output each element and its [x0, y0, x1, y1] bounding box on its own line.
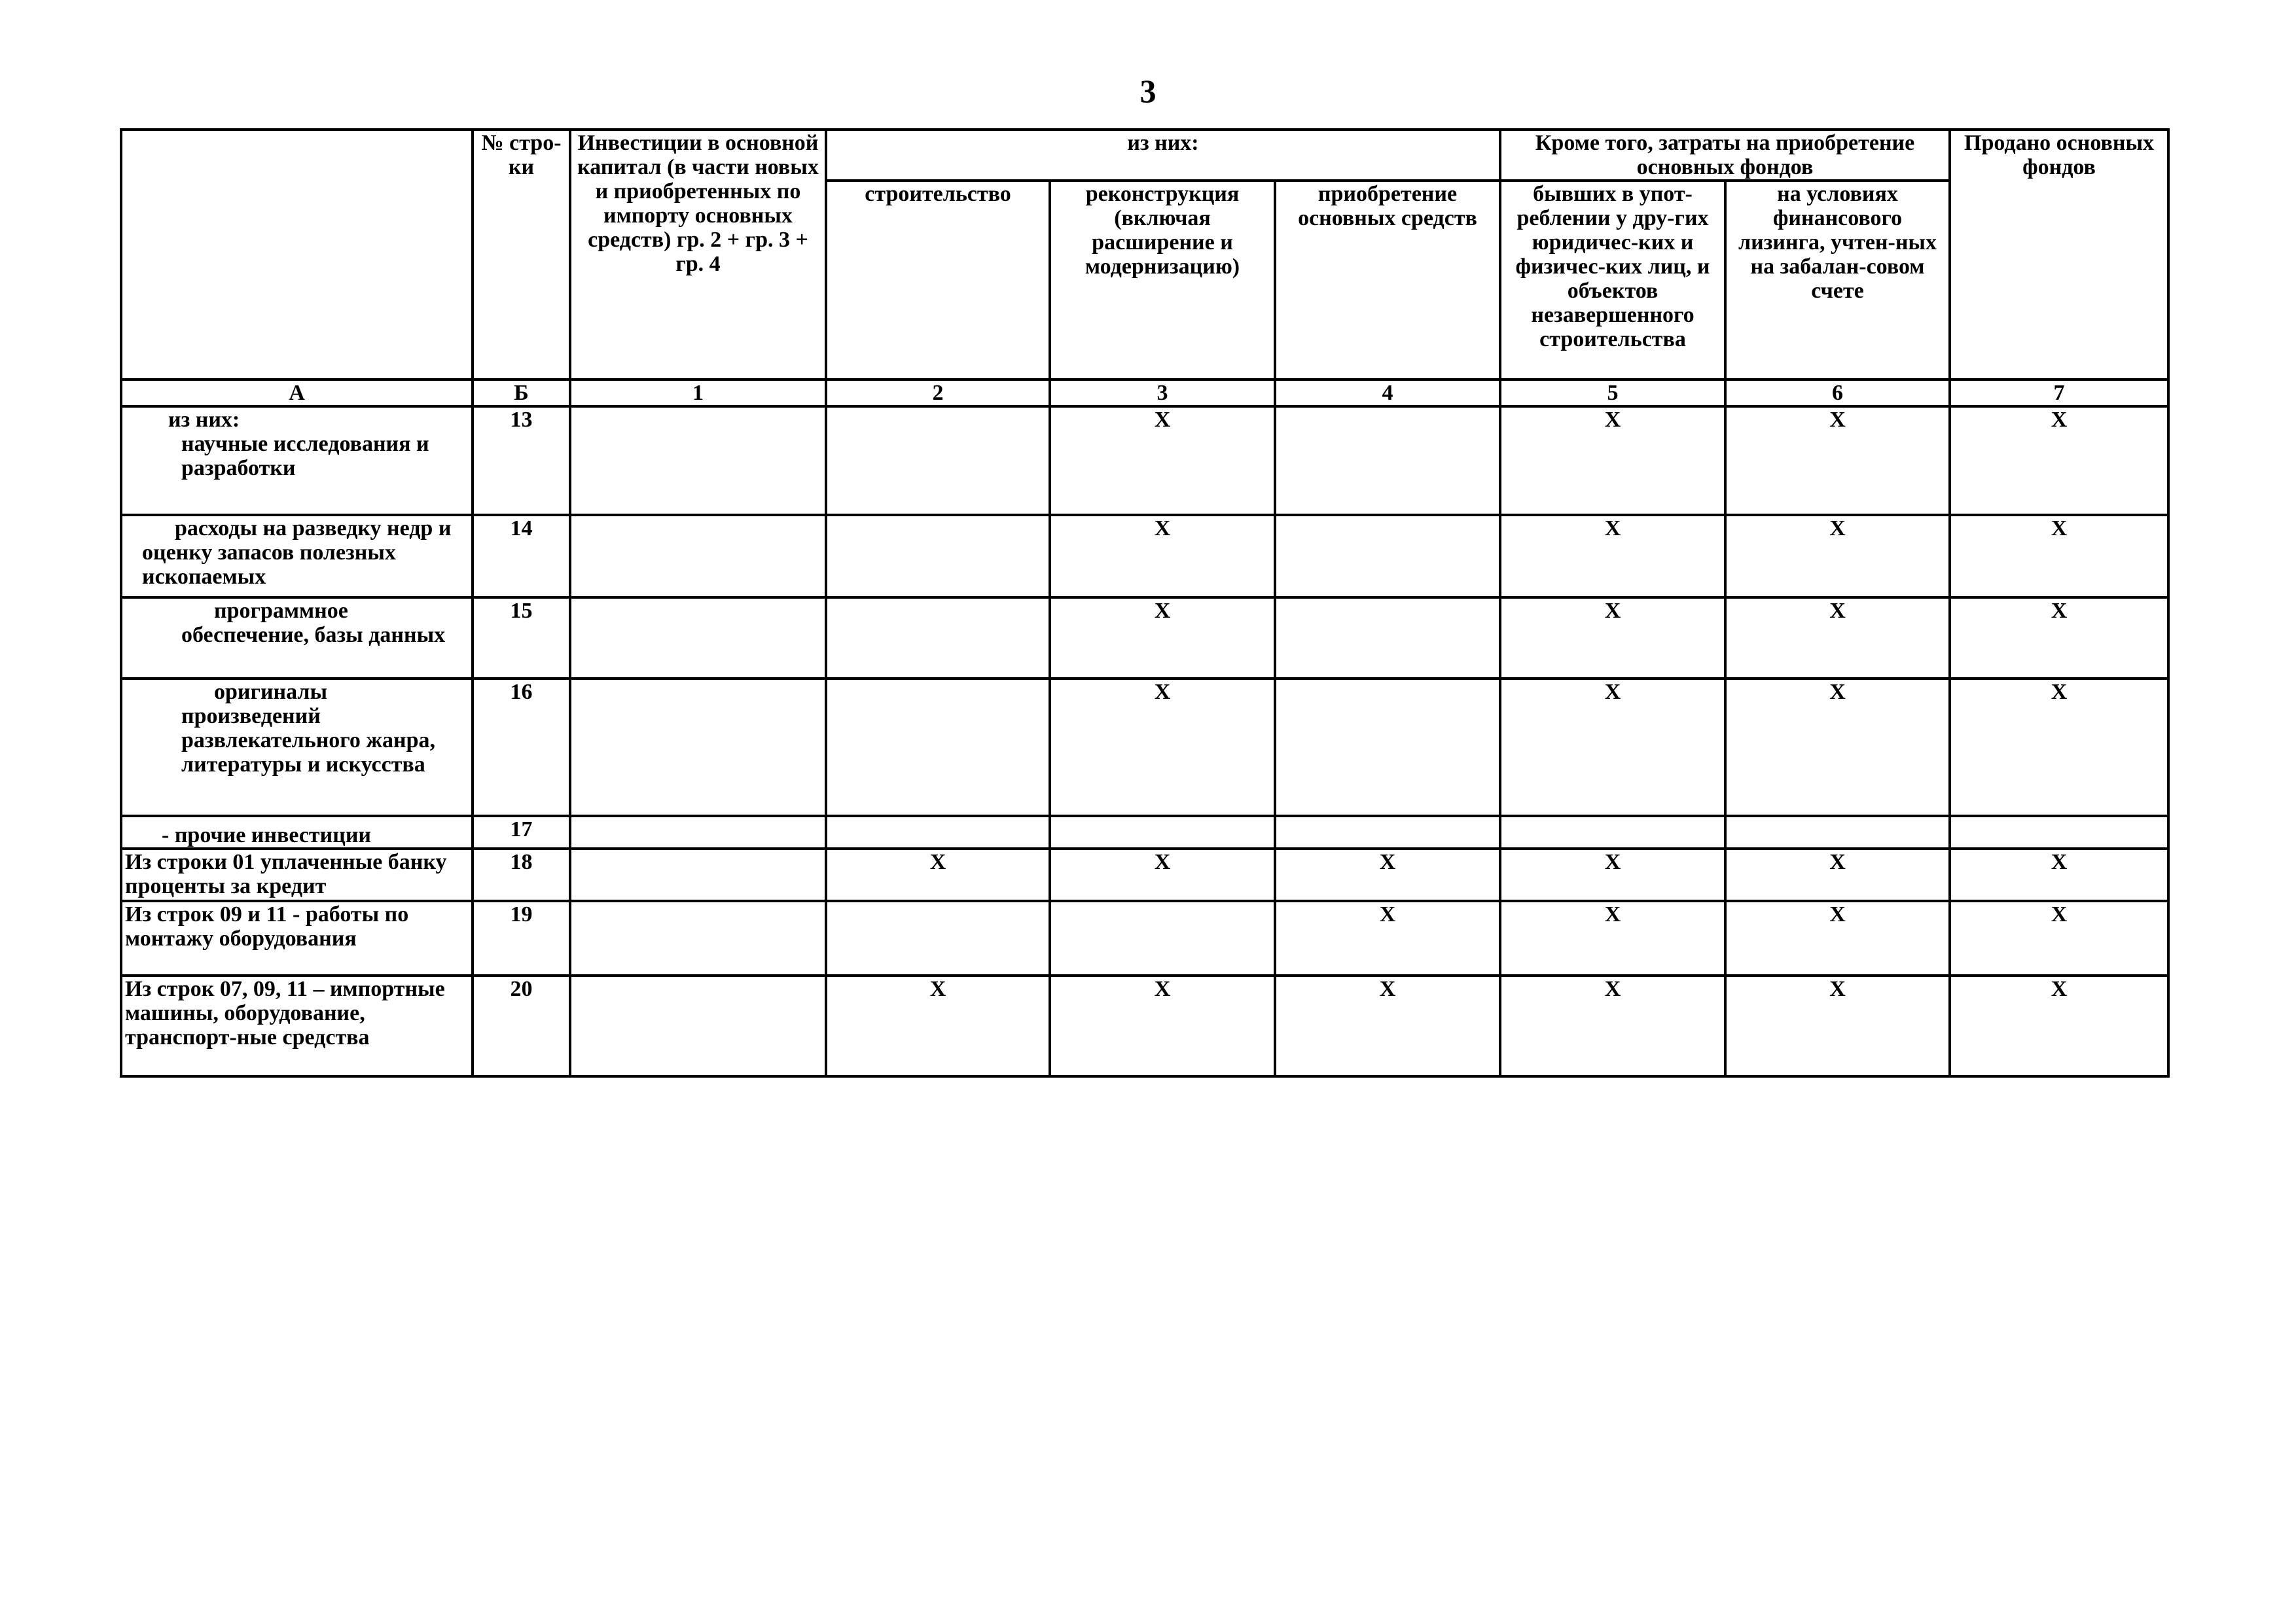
table-row	[121, 849, 2168, 901]
cell-col-2	[826, 515, 1050, 597]
cell-col-6: X	[1725, 679, 1950, 816]
cell-col-1	[570, 849, 826, 901]
cell-col-5: X	[1500, 515, 1725, 597]
row-label-prefix: из них:	[168, 408, 240, 432]
row-label-text: расходы на разведку недр и оценку запасов полезных ископаемых	[142, 516, 452, 589]
cell-col-2: X	[826, 976, 1050, 1076]
header-leasing: на условиях финансового лизинга, учтен-ных на забалан-совом счете	[1725, 181, 1950, 380]
cell-col-7: X	[1950, 849, 2168, 901]
row-number: 14	[473, 515, 570, 597]
cell-col-3: X	[1050, 406, 1275, 515]
header-acquisition: приобретение основных средств	[1275, 181, 1500, 380]
cell-col-6: X	[1725, 406, 1950, 515]
col-number: 5	[1500, 380, 1725, 406]
table-row	[121, 515, 2168, 597]
table-row	[121, 406, 2168, 515]
cell-col-4	[1275, 515, 1500, 597]
col-number: 3	[1050, 380, 1275, 406]
table-row	[121, 597, 2168, 679]
cell-col-5: X	[1500, 679, 1725, 816]
page-number: 3	[1139, 73, 1157, 109]
row-label	[121, 679, 473, 816]
header-besides: Кроме того, затраты на приобретение основных фондов	[1500, 130, 1950, 181]
col-number: 2	[826, 380, 1050, 406]
cell-col-5: X	[1500, 406, 1725, 515]
cell-col-4: X	[1275, 976, 1500, 1076]
cell-col-2	[826, 901, 1050, 976]
cell-col-2	[826, 597, 1050, 679]
cell-col-2	[826, 406, 1050, 515]
cell-col-7: X	[1950, 901, 2168, 976]
cell-col-5: X	[1500, 976, 1725, 1076]
investment-form-table	[120, 128, 2170, 1078]
row-number: 19	[473, 901, 570, 976]
header-construction: строительство	[826, 181, 1050, 380]
row-number: 18	[473, 849, 570, 901]
row-label	[121, 597, 473, 679]
cell-col-2	[826, 816, 1050, 849]
cell-col-7: X	[1950, 406, 2168, 515]
header-sold: Продано основных фондов	[1950, 130, 2168, 380]
table-row	[121, 901, 2168, 976]
cell-col-3: X	[1050, 597, 1275, 679]
cell-col-3: X	[1050, 849, 1275, 901]
table-row	[121, 976, 2168, 1076]
cell-col-3	[1050, 901, 1275, 976]
row-label: Из строки 01 уплаченные банку проценты за кредит	[121, 849, 473, 901]
cell-col-1	[570, 901, 826, 976]
row-number: 13	[473, 406, 570, 515]
cell-col-3: X	[1050, 515, 1275, 597]
cell-col-6: X	[1725, 976, 1950, 1076]
cell-col-4: X	[1275, 849, 1500, 901]
cell-col-7: X	[1950, 679, 2168, 816]
cell-col-2: X	[826, 849, 1050, 901]
row-number: 16	[473, 679, 570, 816]
cell-col-6	[1725, 816, 1950, 849]
header-used: бывших в упот-реблении у дру-гих юридичес-ких и физичес-ких лиц, и объектов незавершенного строительства	[1500, 181, 1725, 380]
header-of-them: из них:	[826, 130, 1500, 181]
table-row	[121, 816, 2168, 849]
cell-col-5: X	[1500, 597, 1725, 679]
cell-col-5: X	[1500, 849, 1725, 901]
row-label: Из строк 07, 09, 11 – импортные машины, оборудование, транспорт-ные средства	[121, 976, 473, 1076]
col-number: Б	[473, 380, 570, 406]
table-row	[121, 679, 2168, 816]
cell-col-6: X	[1725, 849, 1950, 901]
cell-col-4: X	[1275, 901, 1500, 976]
cell-col-7	[1950, 816, 2168, 849]
col-number: 7	[1950, 380, 2168, 406]
row-number: 15	[473, 597, 570, 679]
cell-col-4	[1275, 406, 1500, 515]
cell-col-1	[570, 976, 826, 1076]
col-number: 1	[570, 380, 826, 406]
header-reconstruction: реконструкция (включая расширение и модернизацию)	[1050, 181, 1275, 380]
row-label-text: научные исследования и разработки	[181, 432, 429, 480]
header-investments: Инвестиции в основной капитал (в части новых и приобретенных по импорту основных средств) гр. 2 + гр. 3 + гр. 4	[570, 130, 826, 380]
row-number: 20	[473, 976, 570, 1076]
row-label: - прочие инвестиции	[121, 816, 473, 849]
cell-col-7: X	[1950, 597, 2168, 679]
cell-col-1	[570, 679, 826, 816]
cell-col-5: X	[1500, 901, 1725, 976]
header-row-no: № стро-ки	[473, 130, 570, 380]
cell-col-3	[1050, 816, 1275, 849]
cell-col-3: X	[1050, 679, 1275, 816]
row-label	[121, 406, 473, 515]
cell-col-1	[570, 406, 826, 515]
row-label-text: оригиналы произведений развлекательного жанра, литературы и искусства	[181, 680, 436, 777]
row-label: Из строк 09 и 11 - работы по монтажу оборудования	[121, 901, 473, 976]
cell-col-4	[1275, 597, 1500, 679]
cell-col-6: X	[1725, 515, 1950, 597]
cell-col-2	[826, 679, 1050, 816]
col-number: А	[121, 380, 473, 406]
row-number: 17	[473, 816, 570, 849]
row-label	[121, 515, 473, 597]
cell-col-3: X	[1050, 976, 1275, 1076]
cell-col-1	[570, 816, 826, 849]
cell-col-1	[570, 515, 826, 597]
cell-col-4	[1275, 679, 1500, 816]
col-number: 6	[1725, 380, 1950, 406]
cell-col-4	[1275, 816, 1500, 849]
cell-col-7: X	[1950, 515, 2168, 597]
cell-col-7: X	[1950, 976, 2168, 1076]
cell-col-6: X	[1725, 901, 1950, 976]
header-blank	[121, 130, 473, 380]
cell-col-1	[570, 597, 826, 679]
cell-col-6: X	[1725, 597, 1950, 679]
row-label-text: программное обеспечение, базы данных	[181, 599, 446, 647]
cell-col-5	[1500, 816, 1725, 849]
col-number: 4	[1275, 380, 1500, 406]
